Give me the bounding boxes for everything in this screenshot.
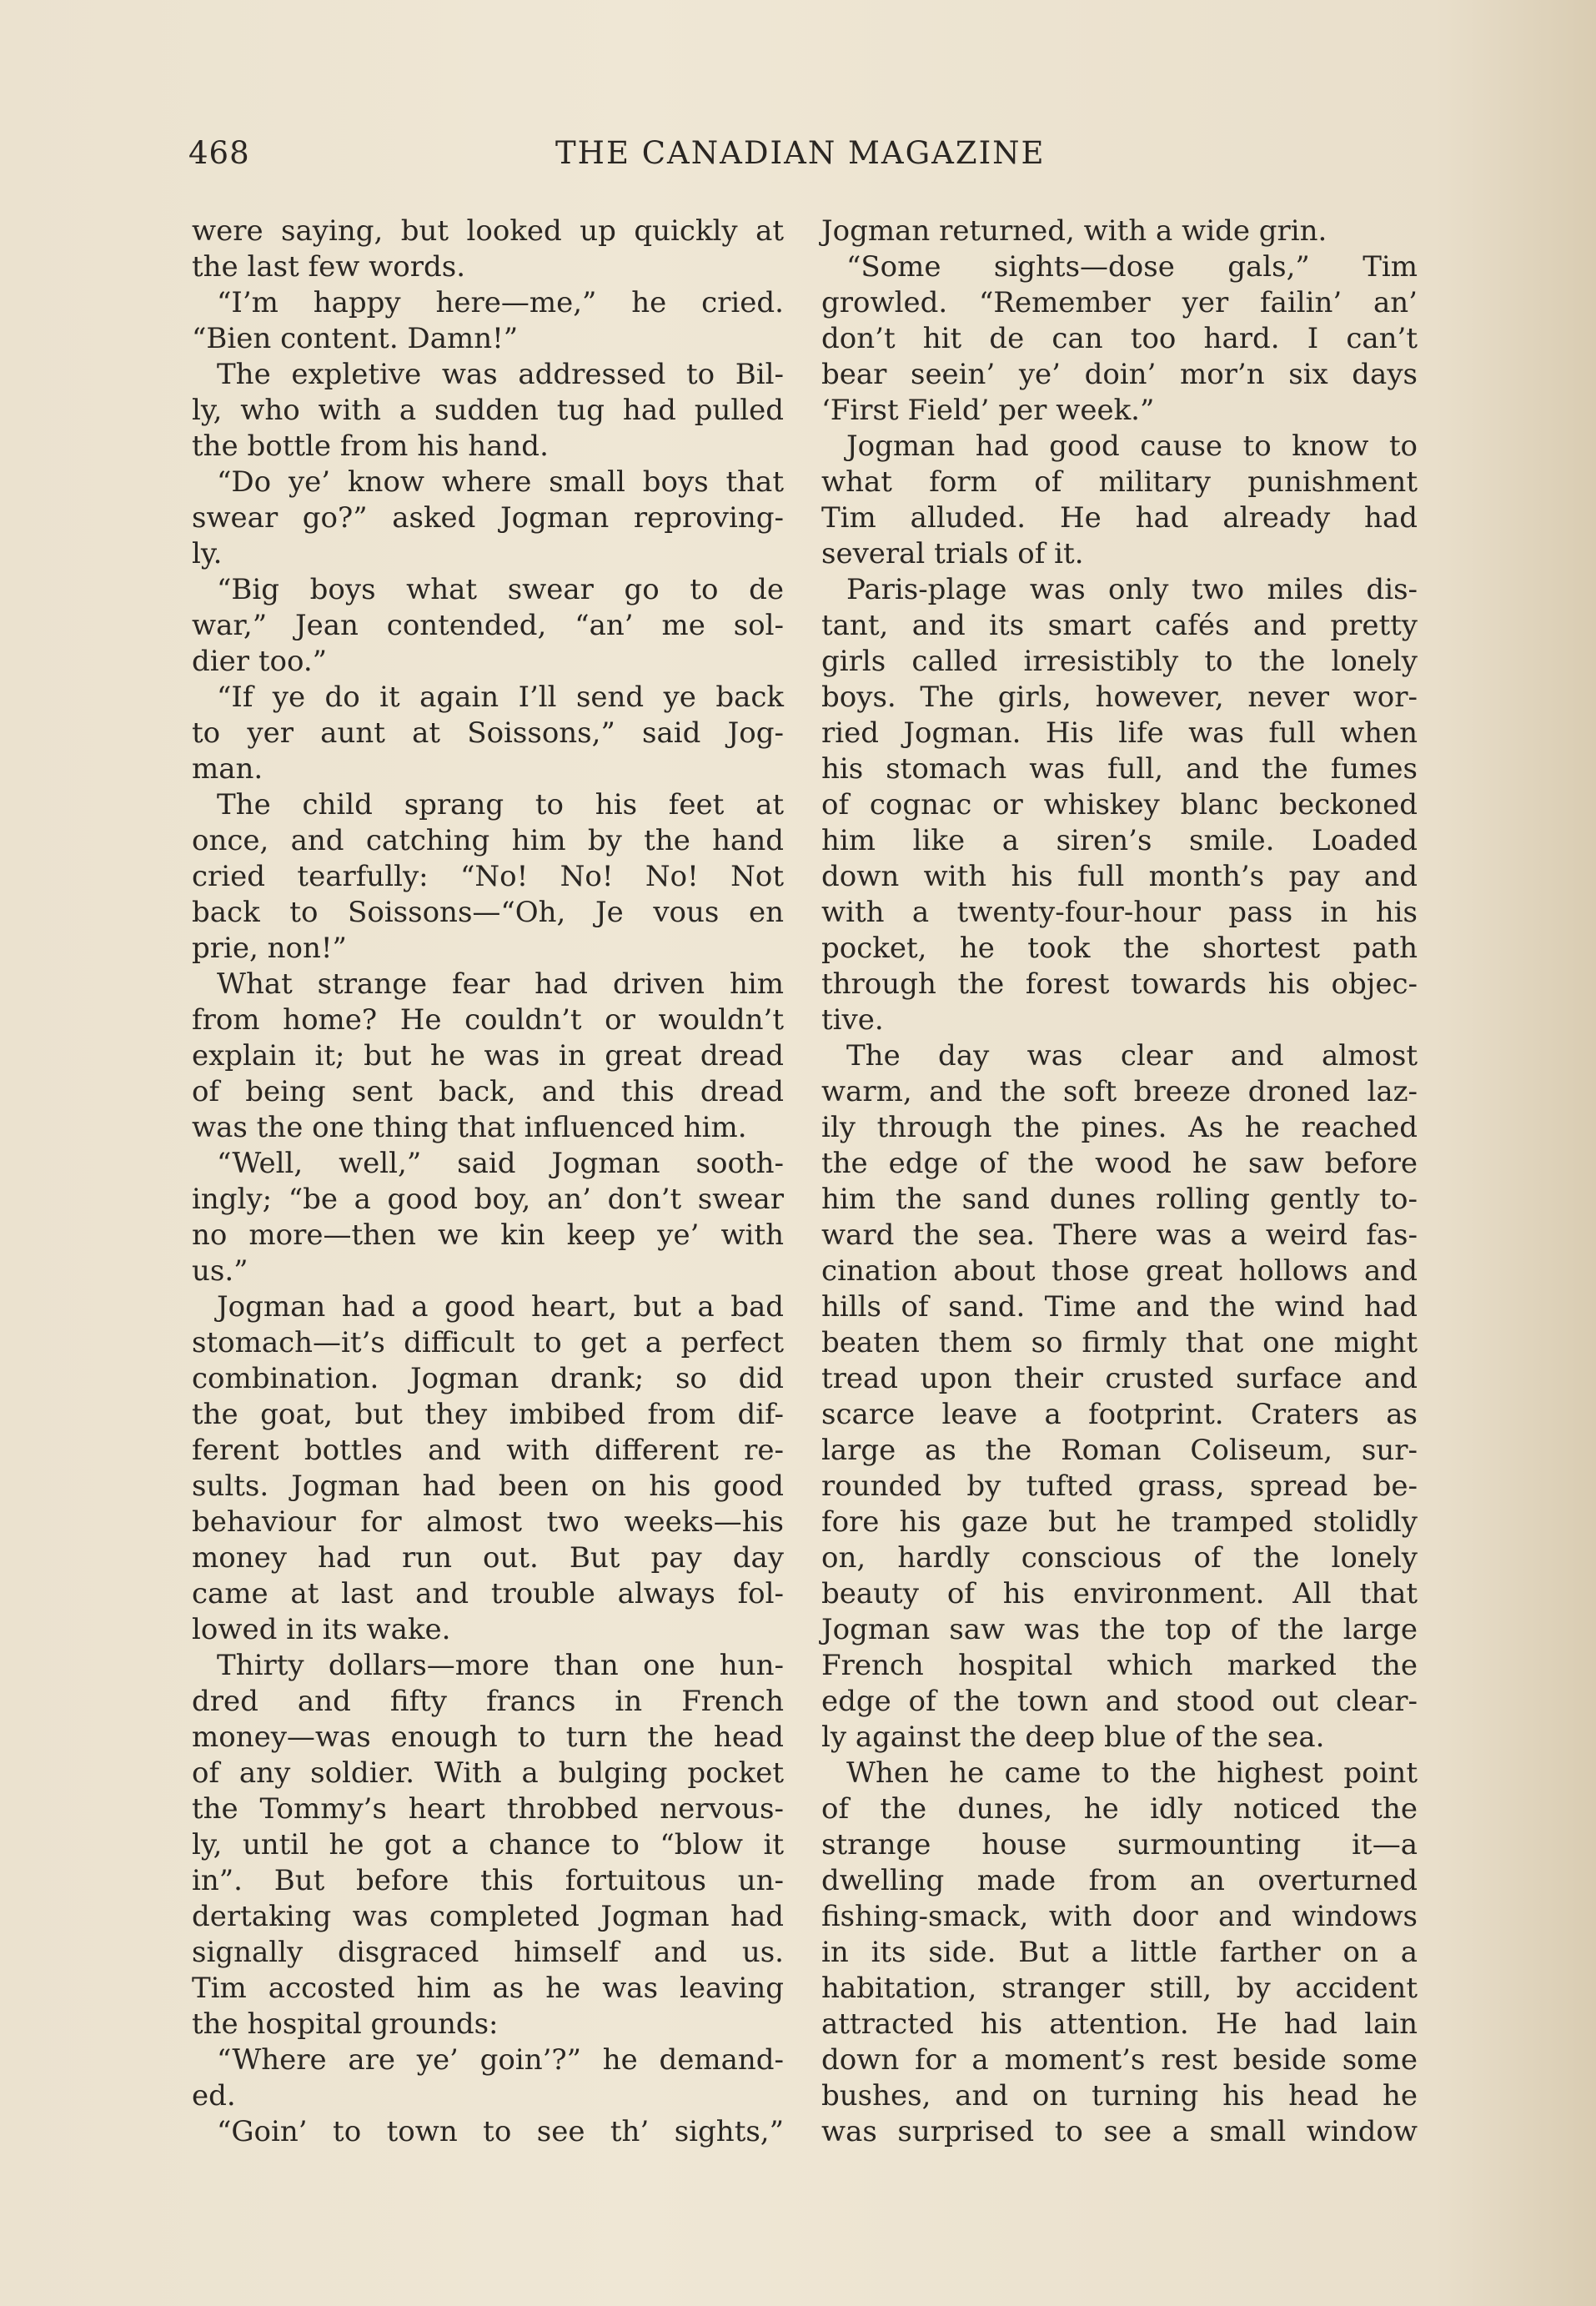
text-line: his stomach was full, and the fumes xyxy=(821,752,1418,786)
text-line: cried tearfully: “No! No! No! Not xyxy=(192,860,784,893)
text-line: scarce leave a footprint. Craters as xyxy=(821,1398,1418,1431)
text-line: signally disgraced himself and us. xyxy=(192,1936,784,1969)
text-line: ward the sea. There was a weird fas- xyxy=(821,1218,1418,1252)
page-number: 468 xyxy=(188,135,250,171)
text-line: on, hardly conscious of the lonely xyxy=(821,1541,1418,1575)
text-line: beauty of his environment. All that xyxy=(821,1577,1418,1610)
text-line: “Bien content. Damn!” xyxy=(192,322,519,355)
text-line: Tim accosted him as he was leaving xyxy=(192,1972,784,2005)
text-line: “Do ye’ know where small boys that xyxy=(217,465,784,499)
page-header xyxy=(188,135,1072,185)
text-line: tread upon their crusted surface and xyxy=(821,1362,1418,1395)
text-line: explain it; but he was in great dread xyxy=(192,1039,784,1073)
text-line: What strange fear had driven him xyxy=(217,967,784,1001)
text-line: Jogman saw was the top of the large xyxy=(821,1613,1418,1646)
text-line: the last few words. xyxy=(192,250,466,284)
text-line: the edge of the wood he saw before xyxy=(821,1147,1418,1180)
text-line: tive. xyxy=(821,1003,884,1037)
text-line: swear go?” asked Jogman reproving- xyxy=(192,501,784,535)
text-line: money had run out. But pay day xyxy=(192,1541,784,1575)
text-line: cination about those great hollows and xyxy=(821,1254,1418,1288)
text-line: ly against the deep blue of the sea. xyxy=(821,1721,1325,1754)
text-line: ly. xyxy=(192,537,223,570)
text-line: fore his gaze but he tramped stolidly xyxy=(821,1505,1418,1539)
text-line: ily through the pines. As he reached xyxy=(821,1111,1418,1144)
text-line: ly, until he got a chance to “blow it xyxy=(192,1828,784,1861)
text-line: rounded by tufted grass, spread be- xyxy=(821,1470,1418,1503)
text-line: was surprised to see a small window xyxy=(821,2115,1418,2148)
text-line: the goat, but they imbibed from dif- xyxy=(192,1398,784,1431)
text-line: was the one thing that influenced him. xyxy=(192,1111,747,1144)
text-line: dwelling made from an overturned xyxy=(821,1864,1418,1897)
text-line: “Goin’ to town to see th’ sights,” xyxy=(217,2115,784,2148)
text-line: of being sent back, and this dread xyxy=(192,1075,784,1108)
text-line: prie, non!” xyxy=(192,932,347,965)
text-line: bushes, and on turning his head he xyxy=(821,2079,1418,2113)
text-line: The day was clear and almost xyxy=(846,1039,1418,1073)
text-line: the hospital grounds: xyxy=(192,2007,499,2041)
running-title: THE CANADIAN MAGAZINE xyxy=(555,135,1046,171)
text-line: beaten them so firmly that one might xyxy=(821,1326,1418,1359)
text-line: habitation, stranger still, by accident xyxy=(821,1972,1418,2005)
text-line: tant, and its smart cafés and pretty xyxy=(821,609,1418,642)
text-line: war,” Jean contended, “an’ me sol- xyxy=(192,609,784,642)
text-line: us.” xyxy=(192,1254,248,1288)
text-line: from home? He couldn’t or wouldn’t xyxy=(192,1003,784,1037)
text-line: once, and catching him by the hand xyxy=(192,824,784,857)
text-line: back to Soissons—“Oh, Je vous en xyxy=(192,896,784,929)
text-line: of the dunes, he idly noticed the xyxy=(821,1792,1418,1826)
text-line: no more—then we kin keep ye’ with xyxy=(192,1218,784,1252)
text-line: ed. xyxy=(192,2079,236,2113)
text-line: through the forest towards his objec- xyxy=(821,967,1418,1001)
text-line: When he came to the highest point xyxy=(846,1756,1418,1790)
text-line: down for a moment’s rest beside some xyxy=(821,2043,1418,2077)
text-line: dred and fifty francs in French xyxy=(192,1685,784,1718)
text-line: “I’m happy here—me,” he cried. xyxy=(217,286,784,319)
text-line: The child sprang to his feet at xyxy=(217,788,784,821)
text-line: pocket, he took the shortest path xyxy=(821,932,1418,965)
text-line: girls called irresistibly to the lonely xyxy=(821,645,1418,678)
text-line: lowed in its wake. xyxy=(192,1613,451,1646)
text-line: hills of sand. Time and the wind had xyxy=(821,1290,1418,1324)
text-line: dertaking was completed Jogman had xyxy=(192,1900,784,1933)
text-line: to yer aunt at Soissons,” said Jog- xyxy=(192,716,784,750)
text-line: what form of military punishment xyxy=(821,465,1418,499)
right-text-column xyxy=(821,214,1418,2150)
text-line: of any soldier. With a bulging pocket xyxy=(192,1756,784,1790)
text-line: combination. Jogman drank; so did xyxy=(192,1362,784,1395)
text-line: boys. The girls, however, never wor- xyxy=(821,681,1418,714)
text-line: bear seein’ ye’ doin’ mor’n six days xyxy=(821,358,1418,391)
text-line: the Tommy’s heart throbbed nervous- xyxy=(192,1792,784,1826)
text-line: the bottle from his hand. xyxy=(192,430,549,463)
text-line: money—was enough to turn the head xyxy=(192,1721,784,1754)
text-line: man. xyxy=(192,752,263,786)
text-line: ly, who with a sudden tug had pulled xyxy=(192,394,784,427)
text-line: edge of the town and stood out clear- xyxy=(821,1685,1418,1718)
text-line: ingly; “be a good boy, an’ don’t swear xyxy=(192,1183,784,1216)
text-line: with a twenty-four-hour pass in his xyxy=(821,896,1418,929)
text-line: Jogman had a good heart, but a bad xyxy=(217,1290,784,1324)
text-line: “Well, well,” said Jogman sooth- xyxy=(217,1147,784,1180)
left-text-column xyxy=(192,214,784,2150)
text-line: of cognac or whiskey blanc beckoned xyxy=(821,788,1418,821)
text-line: came at last and trouble always fol- xyxy=(192,1577,784,1610)
text-line: Jogman returned, with a wide grin. xyxy=(821,214,1327,248)
text-line: him like a siren’s smile. Loaded xyxy=(821,824,1418,857)
text-line: fishing-smack, with door and windows xyxy=(821,1900,1418,1933)
text-line: behaviour for almost two weeks—his xyxy=(192,1505,784,1539)
text-line: The expletive was addressed to Bil- xyxy=(217,358,784,391)
text-line: down with his full month’s pay and xyxy=(821,860,1418,893)
text-line: “Big boys what swear go to de xyxy=(217,573,784,606)
text-line: “If ye do it again I’ll send ye back xyxy=(217,681,784,714)
text-line: stomach—it’s difficult to get a perfect xyxy=(192,1326,784,1359)
text-line: Paris-plage was only two miles dis- xyxy=(846,573,1418,606)
text-line: Jogman had good cause to know to xyxy=(846,430,1418,463)
text-line: in”. But before this fortuitous un- xyxy=(192,1864,784,1897)
text-line: dier too.” xyxy=(192,645,328,678)
text-line: sults. Jogman had been on his good xyxy=(192,1470,784,1503)
text-line: Thirty dollars—more than one hun- xyxy=(217,1649,784,1682)
text-line: don’t hit de can too hard. I can’t xyxy=(821,322,1418,355)
text-line: several trials of it. xyxy=(821,537,1084,570)
text-line: large as the Roman Coliseum, sur- xyxy=(821,1434,1418,1467)
text-line: ‘First Field’ per week.” xyxy=(821,394,1155,427)
text-line: warm, and the soft breeze droned laz- xyxy=(821,1075,1418,1108)
text-line: French hospital which marked the xyxy=(821,1649,1418,1682)
text-line: him the sand dunes rolling gently to- xyxy=(821,1183,1418,1216)
text-line: growled. “Remember yer failin’ an’ xyxy=(821,286,1418,319)
text-line: “Where are ye’ goin’?” he demand- xyxy=(217,2043,784,2077)
text-line: attracted his attention. He had lain xyxy=(821,2007,1418,2041)
text-line: “Some sights—dose gals,” Tim xyxy=(846,250,1418,284)
text-line: were saying, but looked up quickly at xyxy=(192,214,784,248)
text-line: in its side. But a little farther on a xyxy=(821,1936,1418,1969)
text-line: ferent bottles and with different re- xyxy=(192,1434,784,1467)
text-line: Tim alluded. He had already had xyxy=(821,501,1418,535)
text-line: strange house surmounting it—a xyxy=(821,1828,1418,1861)
text-line: ried Jogman. His life was full when xyxy=(821,716,1418,750)
